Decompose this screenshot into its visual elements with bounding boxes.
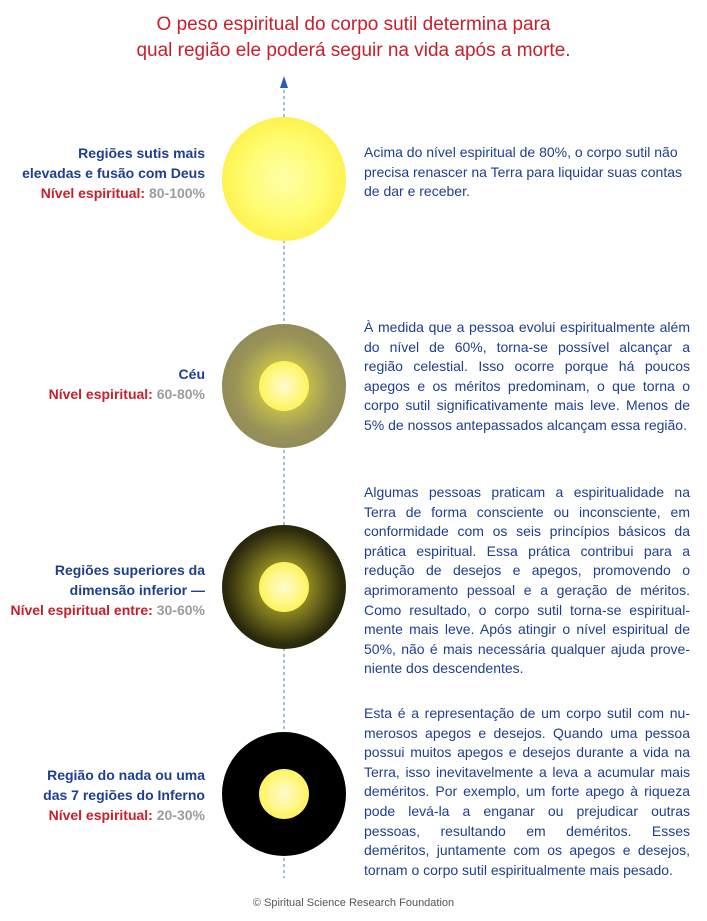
level-4-label: [43, 765, 205, 825]
spiritual-level-value: 80-100%: [148, 185, 205, 201]
region-name-line: Regiões superiores da: [54, 562, 205, 578]
spiritual-level-value: 20-30%: [156, 807, 205, 823]
title-line-2: qual região ele poderá seguir na vida após a morte.: [136, 40, 571, 61]
region-name-line: das 7 regiões do Inferno: [43, 787, 205, 803]
subtle-body-orb-3: [222, 525, 346, 649]
spiritual-level-row: [22, 183, 205, 203]
spiritual-level-value: 60-80%: [156, 386, 205, 402]
level-4-description: Esta é a representação de um corpo sutil com numerosos apegos e desejos. Quando uma pessoa possui muitos apegos e desejos durante a vida na Terra, isso inevitavelmente a leva a acumular mais deméritos. Por exemplo, um forte apego à riqueza pode levá-la a enganar ou prejudicar outras pessoas, resultando em deméritos. Esses deméritos, juntamente com os apegos e desejos, tornam o corpo sutil espiritualmente mais pesado.: [364, 705, 690, 878]
subtle-body-core-2: [259, 361, 309, 411]
subtle-body-core-4: [259, 769, 309, 819]
spiritual-level-label: Nível espiritual:: [48, 807, 153, 823]
subtle-body-orb-1: [222, 117, 346, 241]
spiritual-level-row: [43, 805, 205, 825]
region-name-line: dimensão inferior —: [69, 582, 205, 598]
spiritual-level-value: 30-60%: [156, 602, 205, 618]
title-line-1: O peso espiritual do corpo sutil determina para: [156, 14, 551, 35]
subtle-body-orb-2: [222, 324, 346, 448]
spiritual-level-row: [10, 600, 205, 620]
spiritual-level-label: Nível espiritual entre:: [10, 602, 153, 618]
spiritual-level-label: Nível espiritual:: [40, 185, 146, 201]
axis-arrow-up-icon: [280, 76, 288, 88]
level-2-description: À medida que a pessoa evolui espiritualmente além do nível de 60%, torna-se possível alcançar a região celestial. Isso ocorre porque há poucos apegos e os méritos predominam, o que torna o corpo sutil significativamente mais leve. Menos de 5% de nossos antepassados alcançam essa região.: [364, 319, 690, 433]
level-3-label: [10, 560, 205, 620]
level-2-label: [49, 364, 205, 404]
level-1-label: [22, 143, 205, 203]
spiritual-level-row: [49, 384, 205, 404]
spiritual-level-label: Nível espiritual:: [48, 386, 153, 402]
region-name-line: Regiões sutis mais: [78, 145, 205, 161]
copyright-footer: © Spiritual Science Research Foundation: [252, 897, 455, 909]
level-1-description: Acima do nível espiritual de 80%, o corpo sutil não precisa renascer na Terra para liquidar suas contas de dar e receber.: [364, 144, 683, 200]
region-name-line: elevadas e fusão com Deus: [22, 165, 205, 181]
region-name-line: Céu: [178, 366, 205, 382]
subtle-body-orb-4: [222, 732, 346, 856]
subtle-body-core-3: [259, 562, 309, 612]
level-3-description: Algumas pessoas praticam a espiritualidade na Terra de forma consciente ou inconsciente, em conformidade com os seis princípios básicos da prática espiritual. Essa prática contribui para a redução de desejos e apegos, promovendo o aprimoramento pessoal e a geração de méritos. Como resultado, o corpo sutil torna-se espiritualmente mais leve. Após atingir o nível espiritual de 50%, não é mais necessária qualquer ajuda proveniente dos descendentes.: [364, 484, 690, 677]
region-name-line: Região do nada ou uma: [47, 767, 205, 783]
